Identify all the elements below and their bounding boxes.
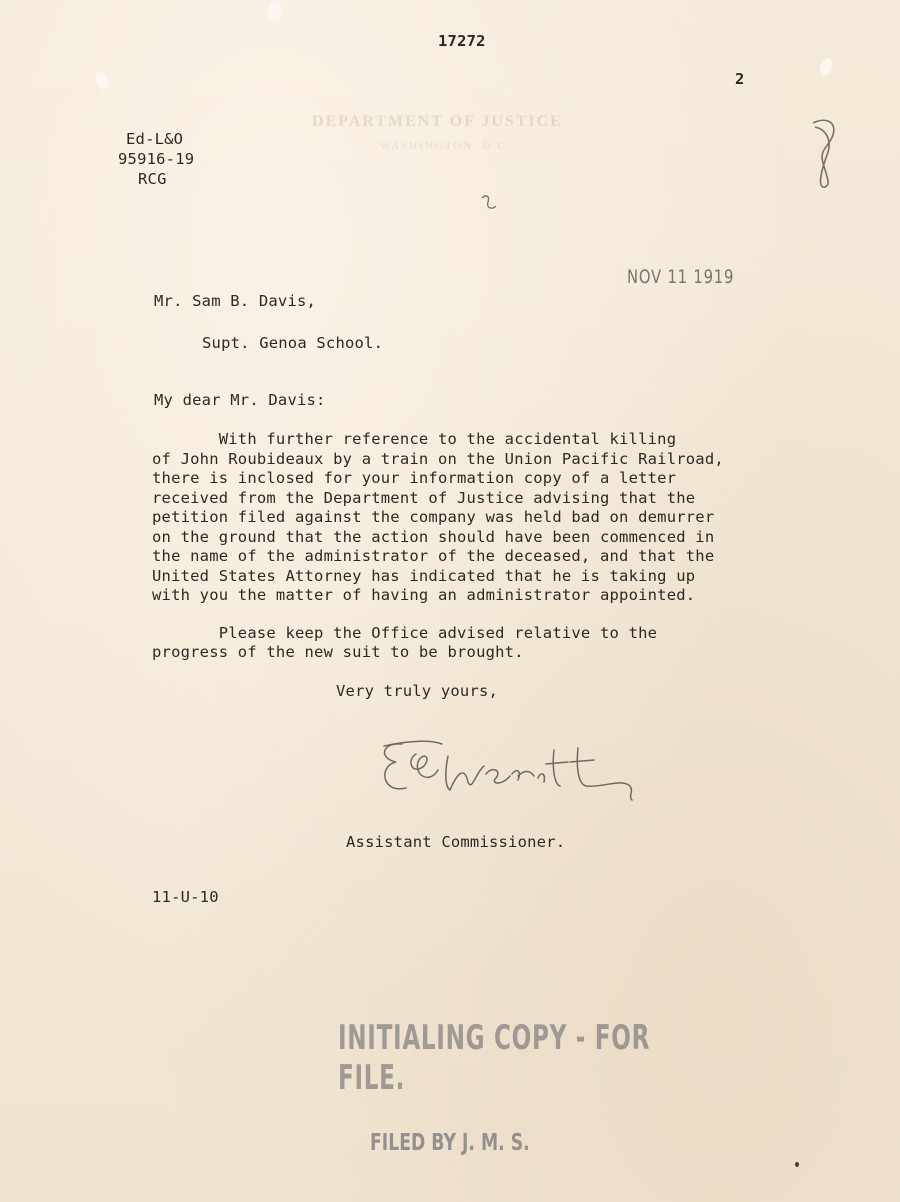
punch-hole-left — [93, 70, 110, 91]
signer-title: Assistant Commissioner. — [346, 833, 566, 851]
body-line: on the ground that the action should have been commenced in — [152, 528, 715, 546]
body-line: With further reference to the accidental killing — [152, 430, 677, 448]
body-line: United States Attorney has indicated that he is taking up — [152, 567, 696, 585]
initialing-copy-stamp: INITIALING COPY - FOR FILE. — [338, 1018, 651, 1098]
body-line: Please keep the Office advised relative to the — [152, 624, 658, 642]
body-line: with you the matter of having an administrator appointed. — [152, 586, 696, 604]
body-line: there is inclosed for your information copy of a letter — [152, 469, 677, 487]
faint-letterhead: DEPARTMENT OF JUSTICE — [312, 113, 563, 130]
body-line: progress of the new suit to be brought. — [152, 643, 524, 661]
date-stamp: NOV 11 1919 — [627, 266, 735, 288]
addressee-title: Supt. Genoa School. — [202, 334, 384, 352]
body-line: petition filed against the company was held bad on demurrer — [152, 508, 715, 526]
paper-speck — [795, 1162, 799, 1167]
punch-hole-right — [817, 56, 834, 77]
body-line: the name of the administrator of the deceased, and that the — [152, 547, 715, 565]
pencil-check-icon — [478, 192, 500, 214]
file-code: 11-U-10 — [152, 888, 219, 906]
addressee-name: Mr. Sam B. Davis, — [154, 292, 317, 310]
faint-letterhead-sub: WASHINGTON, D.C. — [380, 140, 512, 152]
page-number: 2 — [735, 70, 745, 88]
reference-line-2: 95916-19 — [118, 150, 195, 168]
filed-by-stamp: FILED BY J. M. S. — [370, 1130, 530, 1156]
reference-line-3: RCG — [138, 170, 167, 188]
closing: Very truly yours, — [336, 682, 499, 700]
body-line: received from the Department of Justice advising that the — [152, 489, 696, 507]
reference-line-1: Ed-L&O — [126, 130, 184, 148]
pencil-mark-icon — [805, 115, 845, 190]
punch-hole-top — [268, 0, 282, 22]
signature-icon — [372, 736, 642, 806]
page-code: 17272 — [438, 32, 486, 50]
body-line: of John Roubideaux by a train on the Union Pacific Railroad, — [152, 450, 724, 468]
salutation: My dear Mr. Davis: — [154, 391, 326, 409]
